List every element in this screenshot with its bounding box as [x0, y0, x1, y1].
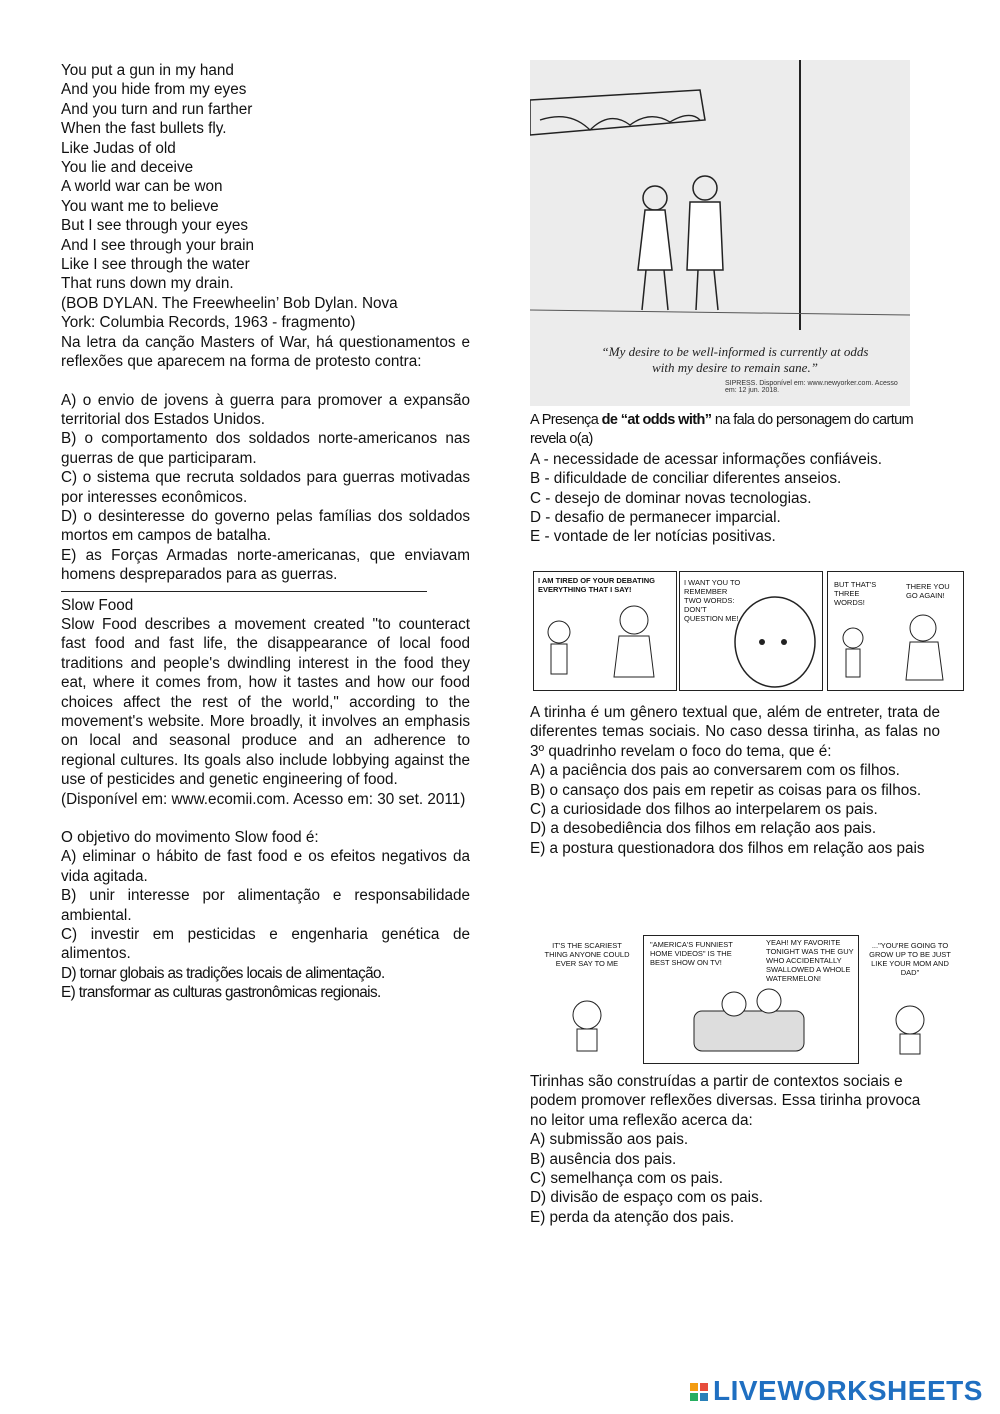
- comic-1-panel-3: [827, 571, 964, 691]
- question-5-option-c[interactable]: C) semelhança com os pais.: [530, 1170, 723, 1188]
- lyric-line: You want me to believe: [61, 197, 219, 215]
- question-2-option-b[interactable]: B) unir interesse por alimentação e responsabilidade ambiental.: [61, 887, 470, 924]
- comic-2-panel-1: [537, 935, 638, 1062]
- lyric-line: You lie and deceive: [61, 159, 194, 177]
- question-2-option-a[interactable]: A) eliminar o hábito de fast food e os efeitos negativos da vida agitada.: [61, 848, 470, 885]
- lyric-line: But I see through your eyes: [61, 217, 249, 235]
- comic-2-panel-2: [643, 935, 859, 1064]
- comic-1-speech: THERE YOU GO AGAIN!: [906, 582, 950, 600]
- comic-1-drawing: [680, 572, 822, 690]
- question-4-option-a[interactable]: A) a paciência dos pais ao conversarem com os filhos.: [530, 762, 900, 780]
- question-5: [530, 1072, 940, 1227]
- lyric-line: And you turn and run farther: [61, 100, 253, 118]
- lyric-line: A world war can be won: [61, 178, 223, 196]
- lyric-line: And you hide from my eyes: [61, 81, 247, 99]
- stem-text: A Presença: [530, 412, 602, 428]
- question-2-option-d[interactable]: D) tornar globais as tradições locais de alimentação.: [61, 964, 385, 982]
- lyric-line: And I see through your brain: [61, 236, 255, 254]
- question-4-option-d[interactable]: D) a desobediência dos filhos em relação aos pais.: [530, 820, 877, 838]
- question-3-option-c[interactable]: C - desejo de dominar novas tecnologias.: [530, 489, 812, 507]
- slow-food-title: Slow Food: [61, 596, 134, 614]
- stem-highlight: de “at odds with”: [601, 412, 712, 428]
- lyric-line: That runs down my drain.: [61, 275, 234, 293]
- question-4-option-b[interactable]: B) o cansaço dos pais em repetir as coisas para os filhos.: [530, 781, 922, 799]
- lyrics-source: (BOB DYLAN. The Freewheelin’ Bob Dylan. Nova: [61, 294, 398, 312]
- comic-1-drawing: [828, 572, 963, 690]
- lyric-line: You put a gun in my hand: [61, 62, 234, 79]
- question-3-stem: [530, 411, 940, 450]
- logo-icon: [690, 1376, 708, 1394]
- stem-text: na fala do personagem do cartum revela o(a): [530, 412, 914, 448]
- question-1-option-a[interactable]: A) o envio de jovens à guerra para promover a expansão territorial dos Estados Unidos.: [61, 391, 470, 428]
- question-4-option-c[interactable]: C) a curiosidade dos filhos ao interpelarem os pais.: [530, 801, 878, 819]
- question-5-option-a[interactable]: A) submissão aos pais.: [530, 1131, 689, 1149]
- question-3-option-a[interactable]: A - necessidade de acessar informações confiáveis.: [530, 450, 883, 468]
- question-3-option-e[interactable]: E - vontade de ler notícias positivas.: [530, 528, 776, 546]
- comic-1-speech: I WANT YOU TO REMEMBER TWO WORDS: DON'T QUESTION ME!: [684, 578, 741, 623]
- comic-1-drawing: [534, 572, 676, 690]
- comic-2-panel-3: [860, 935, 960, 1062]
- left-column: [61, 61, 470, 1003]
- question-3: [530, 411, 940, 547]
- logo-text: LIVEWORKSHEETS: [713, 1375, 983, 1406]
- question-3-option-b[interactable]: B - dificuldade de conciliar diferentes anseios.: [530, 470, 842, 488]
- question-1-stem: Na letra da canção Masters of War, há questionamentos e reflexões que aparecem na forma de protesto contra:: [61, 333, 470, 371]
- lyrics-block: [61, 61, 470, 333]
- question-4: [530, 703, 940, 858]
- question-1-option-e[interactable]: E) as Forças Armadas norte-americanas, que enviavam homens despreparados para as guerras.: [61, 546, 470, 584]
- comic-1-panel-2: [679, 571, 823, 691]
- question-2-stem: O objetivo do movimento Slow food é:: [61, 829, 319, 847]
- comic-1-panel-1: [533, 571, 677, 691]
- question-2-option-e[interactable]: E) transformar as culturas gastronômicas regionais.: [61, 984, 381, 1002]
- divider: [61, 591, 427, 592]
- question-5-option-b[interactable]: B) ausência dos pais.: [530, 1150, 677, 1168]
- question-4-stem: A tirinha é um gênero textual que, além de entreter, trata de diferentes temas sociais. No caso dessa tirinha, as falas no 3º quadrinho revelam o foco do tema, que é:: [530, 704, 940, 760]
- comic-1-speech: I AM TIRED OF YOUR DEBATING EVERYTHING THAT I SAY!: [538, 576, 655, 594]
- comic-2-speech: ..."YOU'RE GOING TO GROW UP TO BE JUST LIKE YOUR MOM AND DAD": [869, 941, 951, 977]
- cartoon-image: [530, 60, 910, 406]
- cartoon-caption: “My desire to be well-informed is currently at odds with my desire to remain sane.”: [601, 344, 869, 375]
- comic-2-speech: "AMERICA'S FUNNIEST HOME VIDEOS" IS THE BEST SHOW ON TV!: [650, 940, 733, 967]
- lyrics-source: York: Columbia Records, 1963 - fragmento): [61, 314, 356, 332]
- question-1-option-c[interactable]: C) o sistema que recruta soldados para guerras motivadas por interesses econômicos.: [61, 469, 470, 506]
- lyric-line: Like I see through the water: [61, 256, 250, 274]
- comic-2-drawing: [537, 935, 638, 1062]
- comic-2-speech: IT'S THE SCARIEST THING ANYONE COULD EVER SAY TO ME: [544, 941, 630, 968]
- cartoon-credit: SIPRESS. Disponível em: www.newyorker.com. Acesso em: 12 jun. 2018.: [725, 380, 898, 394]
- lyric-line: Like Judas of old: [61, 139, 176, 157]
- question-1-option-b[interactable]: B) o comportamento dos soldados norte-americanos nas guerras de que participaram.: [61, 430, 470, 467]
- liveworksheets-logo: [690, 1375, 983, 1407]
- comic-2-drawing: [860, 935, 960, 1062]
- question-5-option-d[interactable]: D) divisão de espaço com os pais.: [530, 1189, 763, 1207]
- question-5-stem: Tirinhas são construídas a partir de contextos sociais e podem promover reflexões diversas. Essa tirinha provoca no leitor uma reflexão acerca da:: [530, 1073, 921, 1129]
- lyric-line: When the fast bullets fly.: [61, 120, 227, 138]
- comic-2-speech: YEAH! MY FAVORITE TONIGHT WAS THE GUY WHO ACCIDENTALLY SWALLOWED A WHOLE WATERMELON!: [766, 938, 854, 983]
- slow-food-source: (Disponível em: www.ecomii.com. Acesso em: 30 set. 2011): [61, 790, 466, 808]
- comic-2-drawing: [644, 936, 858, 1063]
- comic-1-speech: BUT THAT'S THREE WORDS!: [834, 580, 877, 607]
- question-1-option-d[interactable]: D) o desinteresse do governo pelas famílias dos soldados mortos em campos de batalha.: [61, 507, 470, 545]
- question-2-option-c[interactable]: C) investir em pesticidas e engenharia genética de alimentos.: [61, 926, 470, 963]
- slow-food-text: Slow Food describes a movement created "to counteract fast food and fast life, the disappearance of local food traditions and people's dwindling interest in the food they eat, where it comes from, how it tastes and how our food choices affect the rest of the world," according to the movement's website. More broadly, it involves an emphasis on local and seasonal produce and an adherence to regional cultures. Its goals also include lobbying against the use of pesticides and genetic engineering of food.: [61, 615, 470, 789]
- question-3-option-d[interactable]: D - desafio de permanecer imparcial.: [530, 509, 781, 527]
- question-5-option-e[interactable]: E) perda da atenção dos pais.: [530, 1208, 735, 1226]
- question-4-option-e[interactable]: E) a postura questionadora dos filhos em relação aos pais: [530, 839, 925, 857]
